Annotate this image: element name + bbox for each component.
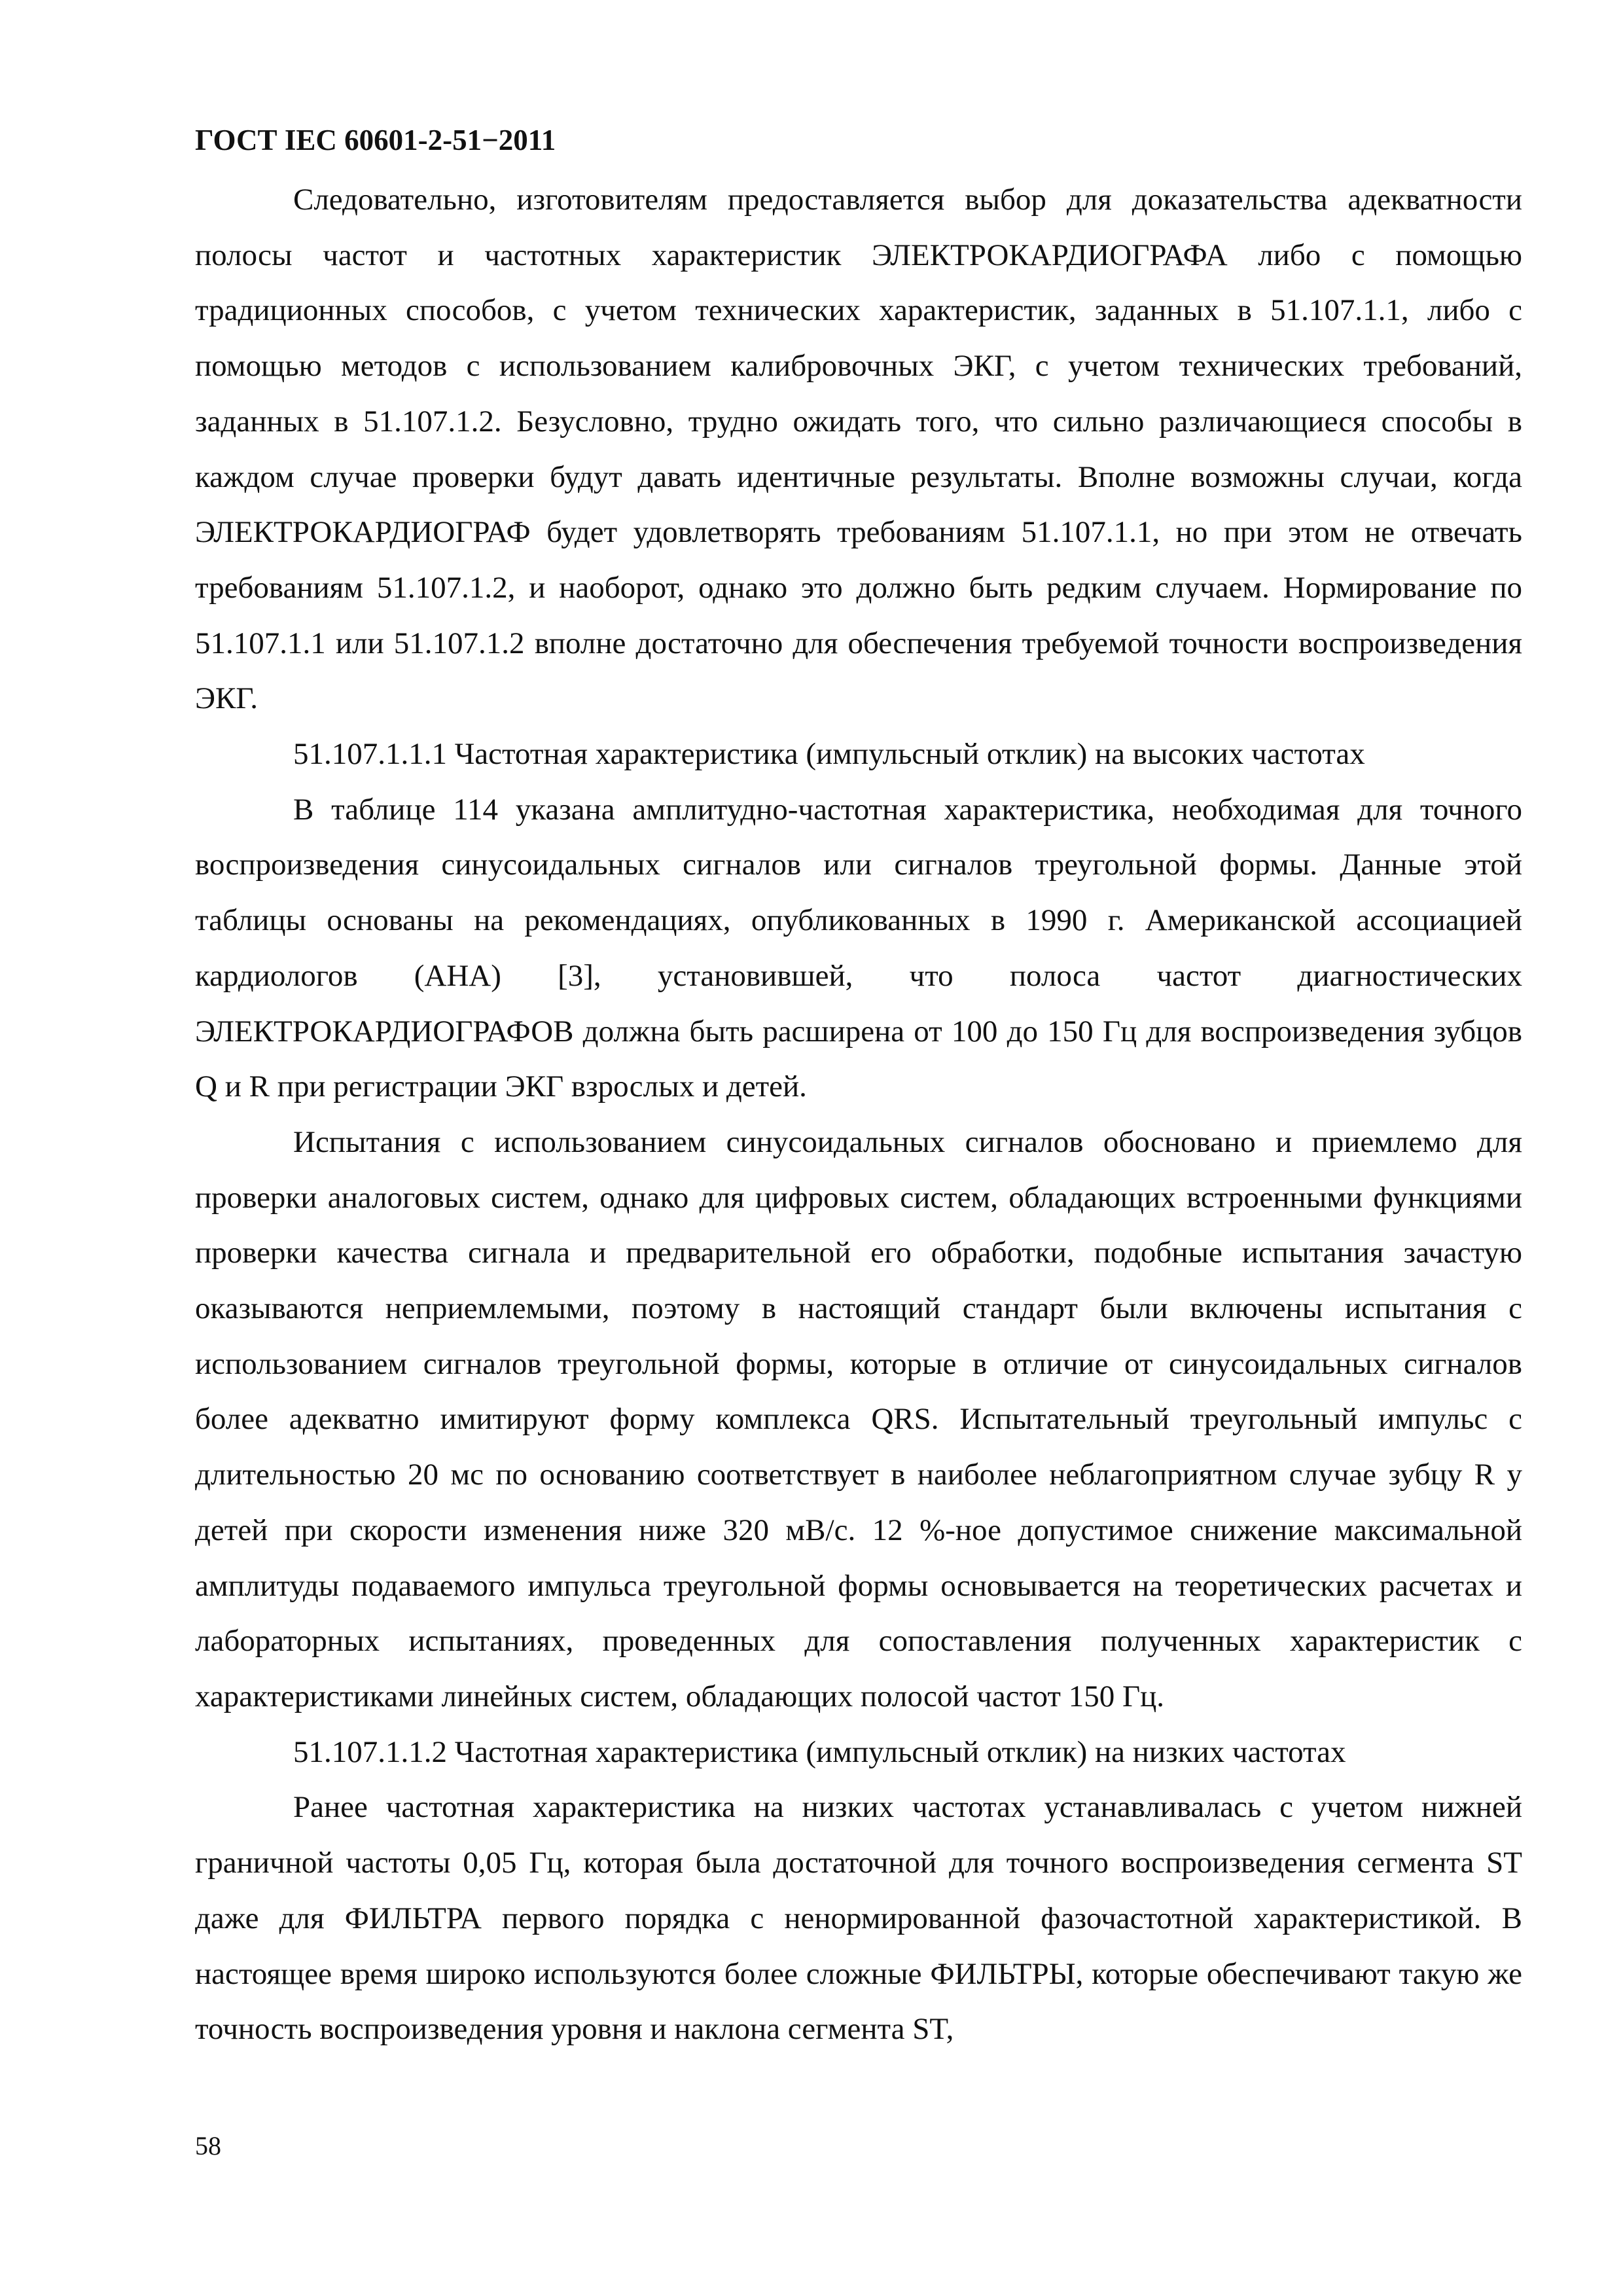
section-heading-low-freq: 51.107.1.1.2 Частотная характеристика (импульсный отклик) на низких частотах (293, 1734, 1346, 1769)
section-heading-high-freq: 51.107.1.1.1 Частотная характеристика (импульсный отклик) на высоких частотах (293, 737, 1365, 772)
paragraph-table-114: В таблице 114 указана амплитудно-частотная характеристика, необходимая для точного воспроизведения синусоидальных сигналов или сигналов треугольной формы. Данные этой таблицы основаны на рекомендациях, опубликованных в 1990 г. Американской ассоциацией кардиологов (АНА) [3], установившей, что полоса частот диагностических ЭЛЕКТРОКАРДИОГРАФОВ должна быть расширена от 100 до 150 Гц для воспроизведения зубцов Q и R при регистрации ЭКГ взрослых и детей. (195, 792, 1522, 1104)
page-number: 58 (195, 2131, 221, 2161)
paragraph-low-freq: Ранее частотная характеристика на низких частотах устанавливалась с учетом нижней граничной частоты 0,05 Гц, которая была достаточной для точного воспроизведения сегмента ST даже для ФИЛЬТРА первого порядка с ненормированной фазочастотной характеристикой. В настоящее время широко используются более сложные ФИЛЬТРЫ, которые обеспечивают такую же точность воспроизведения уровня и наклона сегмента ST, (195, 1790, 1522, 2047)
paragraph-sinusoidal-tests: Испытания с использованием синусоидальных сигналов обосновано и приемлемо для проверки аналоговых систем, однако для цифровых систем, обладающих встроенными функциями проверки качества сигнала и предварительной его обработки, подобные испытания зачастую оказываются неприемлемыми, поэтому в настоящий стандарт были включены испытания с использованием сигналов треугольной формы, которые в отличие от синусоидальных сигналов более адекватно имитируют форму комплекса QRS. Испытательный треугольный импульс с длительностью 20 мс по основанию соответствует в наиболее неблагоприятном случае зубцу R у детей при скорости изменения ниже 320 мВ/с. 12 %-ное допустимое снижение максимальной амплитуды подаваемого импульса треугольной формы основывается на теоретических расчетах и лабораторных испытаниях, проведенных для сопоставления полученных характеристик с характеристиками линейных систем, обладающих полосой частот 150 Гц. (195, 1124, 1522, 1713)
body-text (195, 172, 1522, 2057)
paragraph-intro: Следовательно, изготовителям предоставляется выбор для доказательства адекватности полосы частот и частотных характеристик ЭЛЕКТРОКАРДИОГРАФА либо с помощью традиционных способов, с учетом технических характеристик, заданных в 51.107.1.1, либо с помощью методов с использованием калибровочных ЭКГ, с учетом технических требований, заданных в 51.107.1.2. Безусловно, трудно ожидать того, что сильно различающиеся способы в каждом случае проверки будут давать идентичные результаты. Вполне возможны случаи, когда ЭЛЕКТРОКАРДИОГРАФ будет удовлетворять требованиям 51.107.1.1, но при этом не отвечать требованиям 51.107.1.2, и наоборот, однако это должно быть редким случаем. Нормирование по 51.107.1.1 или 51.107.1.2 вполне достаточно для обеспечения требуемой точности воспроизведения ЭКГ. (195, 183, 1522, 716)
standard-header: ГОСТ IEC 60601-2-51−2011 (195, 124, 556, 156)
